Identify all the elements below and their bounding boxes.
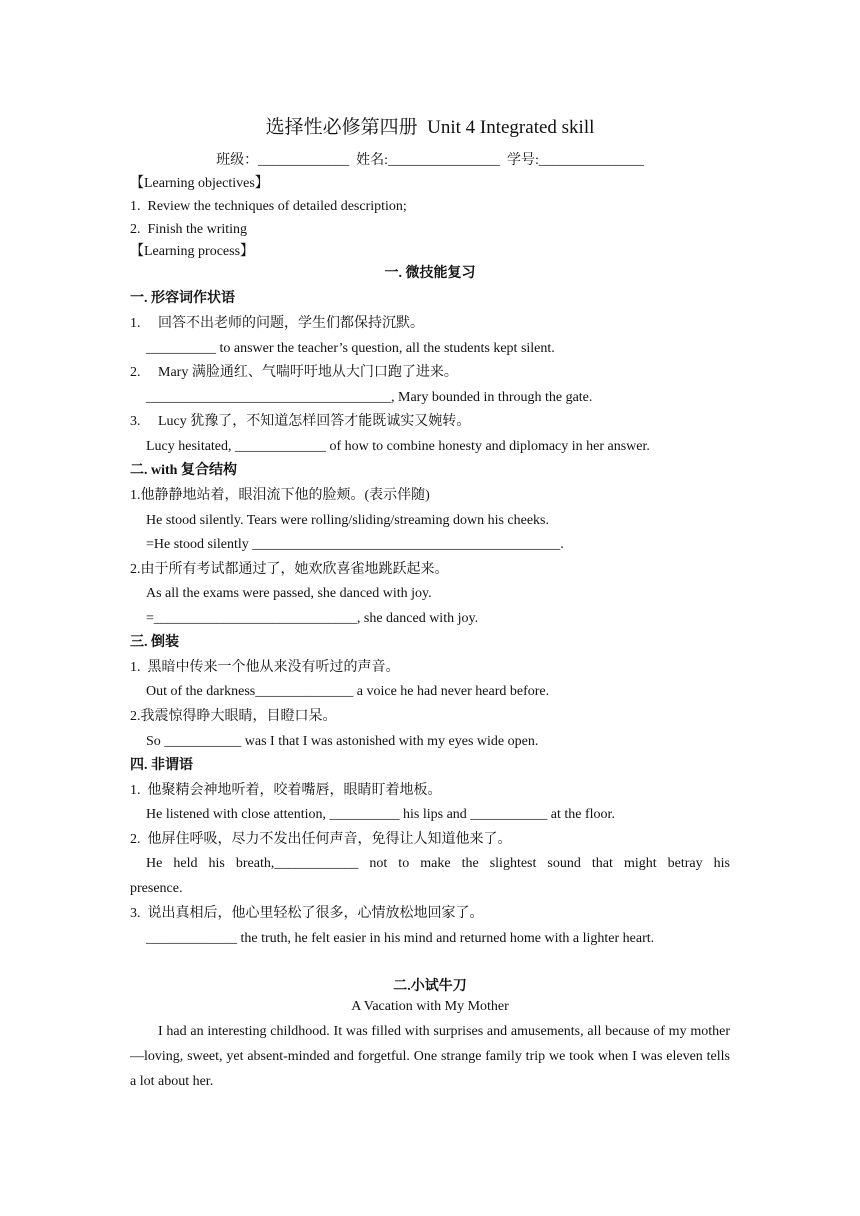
exercise-example: As all the exams were passed, she danced with joy. (146, 586, 432, 601)
exercise-answer-line: =_____________________________, she danced with joy. (146, 611, 479, 626)
objective-item: 1. Review the techniques of detailed description; (130, 199, 407, 214)
exercise-prompt: 1. 黑暗中传来一个他从来没有听过的声音。 (130, 660, 400, 675)
section-heading: 一. 形容词作状语 (130, 291, 235, 306)
part1-heading: 一. 微技能复习 (384, 266, 476, 281)
student-info-line: 班级：_____________ 姓名:________________ 学号:_______________ (216, 153, 644, 168)
exercise-prompt: 1. 他聚精会神地听着，咬着嘴唇，眼睛盯着地板。 (130, 783, 442, 798)
exercise-prompt: 1. 回答不出老师的问题，学生们都保持沉默。 (130, 316, 424, 331)
exercise-answer-line: He held his breath,____________ not to make the slightest sound that might betray his (146, 856, 730, 871)
exercise-prompt: 2. Mary 满脸通红、气喘吁吁地从大门口跑了进来。 (130, 365, 458, 380)
exercise-example: He stood silently. Tears were rolling/sliding/streaming down his cheeks. (146, 513, 550, 528)
exercise-prompt: 2. 他屏住呼吸，尽力不发出任何声音，免得让人知道他来了。 (130, 832, 512, 847)
exercise-answer-line: =He stood silently ____________________________________________. (146, 537, 564, 552)
exercise-prompt: 2.我震惊得睁大眼睛，目瞪口呆。 (130, 709, 337, 724)
exercise-answer-line: Lucy hesitated, _____________ of how to combine honesty and diplomacy in her answer. (146, 439, 650, 454)
exercise-answer-line: Out of the darkness______________ a voice he had never heard before. (146, 684, 550, 699)
exercise-prompt: 3. Lucy 犹豫了，不知道怎样回答才能既诚实又婉转。 (130, 414, 471, 429)
process-heading: 【Learning process】 (130, 244, 255, 259)
part2-heading: 二.小试牛刀 (393, 979, 467, 994)
exercise-answer-line: __________ to answer the teacher’s question, all the students kept silent. (146, 341, 555, 356)
exercise-answer-line: So ___________ was I that I was astonished with my eyes wide open. (146, 734, 539, 749)
section-heading: 三. 倒装 (130, 635, 179, 650)
section-heading: 四. 非谓语 (130, 758, 193, 773)
story-title: A Vacation with My Mother (351, 999, 509, 1014)
exercise-prompt: 2.由于所有考试都通过了，她欢欣喜雀地跳跃起来。 (130, 562, 449, 577)
section-heading: 二. with 复合结构 (130, 463, 237, 478)
exercise-prompt: 3. 说出真相后，他心里轻松了很多，心情放松地回家了。 (130, 906, 484, 921)
exercise-answer-line: ___________________________________, Mary bounded in through the gate. (146, 390, 593, 405)
objectives-heading: 【Learning objectives】 (130, 176, 269, 191)
exercise-answer-line: He listened with close attention, __________ his lips and ___________ at the floor. (146, 807, 615, 822)
story-paragraph: I had an interesting childhood. It was filled with surprises and amusements, all because of my mother—loving, sweet, yet absent-minded and forgetful. One strange family trip we took when I was eleven tells a lot about her. (130, 1024, 730, 1089)
exercise-prompt: 1.他静静地站着，眼泪流下他的脸颊。(表示伴随) (130, 488, 430, 503)
objective-item: 2. Finish the writing (130, 222, 248, 237)
exercise-answer-continuation: presence. (130, 881, 183, 896)
page-title: 选择性必修第四册 Unit 4 Integrated skill (265, 117, 595, 138)
exercise-answer-line: _____________ the truth, he felt easier in his mind and returned home with a lighter heart. (146, 931, 655, 946)
